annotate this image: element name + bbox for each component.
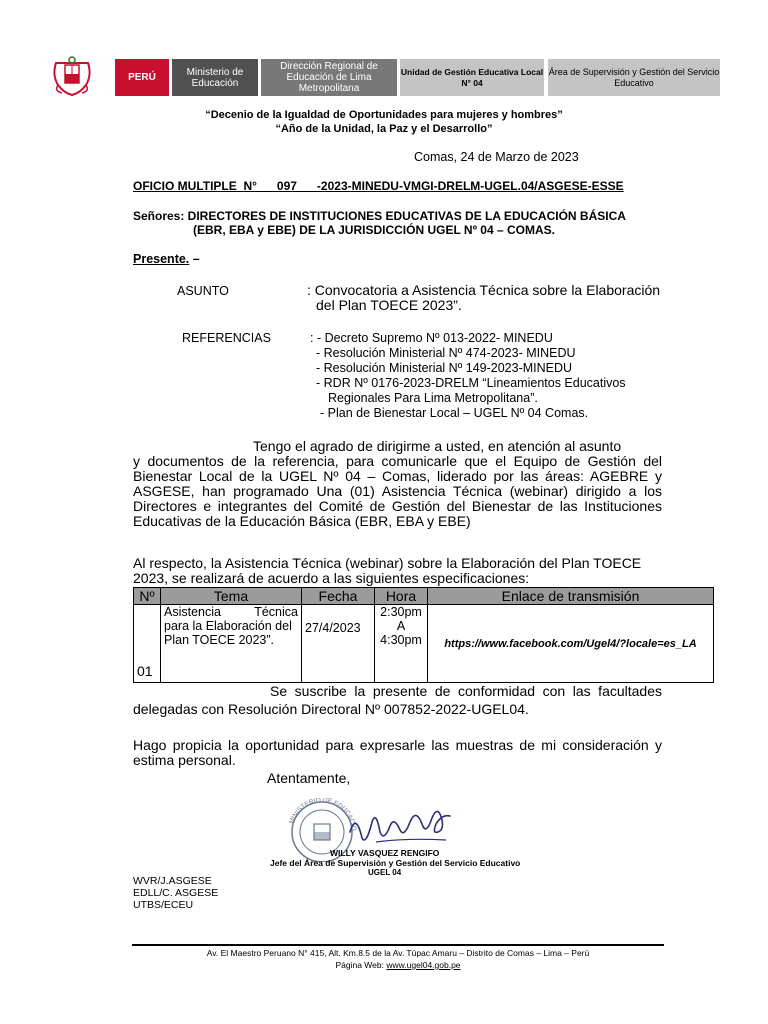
cell-number: 01 [134, 605, 161, 683]
peru-label: PERÚ [115, 59, 169, 96]
paragraph-closing [133, 738, 662, 768]
cell-tema [161, 605, 302, 683]
closing-atentamente: Atentamente, [267, 770, 351, 786]
asunto-line1: : Convocatoria a Asistencia Técnica sobre la Elaboración [307, 282, 661, 298]
webinar-spec-table [133, 587, 714, 683]
paragraph-specs [133, 556, 641, 586]
paragraph-line: Bienestar Local de la UGEL Nº 04 – Comas, liderado por las áreas: AGEBRE y [133, 468, 662, 484]
referencia-item: - Plan de Bienestar Local – UGEL Nº 04 Comas. [320, 406, 589, 420]
referencia-item: - RDR Nº 0176-2023-DRELM “Lineamientos Educativos [316, 376, 626, 390]
paragraph-line: estima personal. [133, 752, 236, 768]
ugel-label: Unidad de Gestión Educativa Local N° 04 [400, 59, 544, 96]
cell-enlace-link[interactable]: https://www.facebook.com/Ugel4/?locale=es_LA [428, 605, 714, 683]
paragraph-conformity [133, 684, 662, 717]
paragraph-line: y documentos de la referencia, para comunicarle que el Equipo de Gestión del [133, 453, 662, 469]
area-label: Área de Supervisión y Gestión del Servicio Educativo [548, 59, 720, 96]
asunto-label: ASUNTO [177, 284, 229, 298]
asunto-line2: del Plan TOECE 2023”. [316, 297, 462, 313]
paragraph-line: ASGESE, han programado Una (01) Asistencia Técnica (webinar) dirigido a los [133, 483, 662, 499]
paragraph-line: Al respecto, la Asistencia Técnica (webinar) sobre la Elaboración del Plan TOECE [133, 555, 642, 571]
column-header: Nº [134, 588, 161, 605]
oficio-number: OFICIO MULTIPLE N° 097 -2023-MINEDU-VMGI-DRELM-UGEL.04/ASGESE-ESSE [133, 179, 624, 193]
column-header: Tema [161, 588, 302, 605]
referencia-item: - Resolución Ministerial Nº 149-2023-MINEDU [316, 361, 573, 375]
footer-web [132, 960, 664, 970]
hora-line: A [396, 619, 406, 633]
referencia-item: Regionales Para Lima Metropolitana”. [328, 391, 538, 405]
referencias-label: REFERENCIAS [182, 331, 271, 345]
initials-line: WVR/J.ASGESE [133, 875, 212, 887]
footer-divider [132, 944, 664, 946]
paragraph-line: Tengo el agrado de dirigirme a usted, en atención al asunto [253, 438, 622, 454]
paragraph-line: Hago propicia la oportunidad para expresarle las muestras de mi consideración y [133, 737, 662, 753]
footer-web-link[interactable]: www.ugel04.gob.pe [386, 960, 461, 970]
initials-line: UTBS/ECEU [133, 899, 194, 911]
paragraph-line: delegadas con Resolución Directoral Nº 007852-2022-UGEL04. [133, 701, 529, 717]
recipients-line1: Señores: DIRECTORES DE INSTITUCIONES EDUCATIVAS DE LA EDUCACIÓN BÁSICA [133, 209, 626, 223]
date-line: Comas, 24 de Marzo de 2023 [414, 150, 579, 164]
referencia-item: : - Decreto Supremo Nº 013-2022- MINEDU [310, 331, 553, 345]
paragraph-intro [133, 439, 662, 529]
column-header: Fecha [302, 588, 375, 605]
signer-title: Jefe del Área de Supervisión y Gestión del Servicio Educativo [270, 858, 521, 868]
seal-text: MINISTERIO DE EDUCACIÓ [288, 798, 358, 832]
cell-hora [375, 605, 428, 683]
table-header-row [134, 588, 714, 605]
presente-label: Presente. [133, 252, 190, 266]
signer-unit: UGEL 04 [368, 868, 402, 877]
tema-line: Asistencia Técnica [164, 605, 298, 619]
paragraph-line: Se suscribe la presente de conformidad con las facultades [270, 683, 662, 699]
ministry-label: Ministerio de Educación [172, 59, 258, 96]
referencia-item: - Resolución Ministerial Nº 474-2023- MINEDU [316, 346, 576, 360]
paragraph-line: 2023, se realizará de acuerdo a las siguientes especificaciones: [133, 570, 530, 586]
slogan-decade: “Decenio de la Igualdad de Oportunidades para mujeres y hombres” [205, 109, 563, 121]
handwritten-signature-icon [346, 802, 456, 850]
initials-line: EDLL/C. ASGESE [133, 887, 219, 899]
tema-line: Plan TOECE 2023”. [164, 633, 275, 647]
presente [133, 252, 200, 266]
recipients-line2: (EBR, EBA y EBE) DE LA JURISDICCIÓN UGEL Nº 04 – COMAS. [193, 223, 555, 237]
regional-direction-label: Dirección Regional de Educación de Lima Metropolitana [261, 59, 397, 96]
paragraph-line: Directores e integrantes del Comité de Gestión del Bienestar de las Instituciones [133, 498, 662, 514]
table-row [134, 605, 714, 683]
column-header: Enlace de transmisión [428, 588, 714, 605]
column-header: Hora [375, 588, 428, 605]
slogan-year: “Año de la Unidad, la Paz y el Desarrollo” [275, 123, 493, 135]
cell-fecha: 27/4/2023 [302, 605, 375, 683]
tema-line: para la Elaboración del [164, 619, 292, 633]
hora-line: 2:30pm [380, 605, 422, 619]
footer-web-label: Página Web: [335, 960, 384, 970]
paragraph-line: Educativas de la Educación Básica (EBR, EBA y EBE) [133, 513, 471, 529]
reference-initials [133, 875, 218, 911]
signer-name: WILLY VASQUEZ RENGIFO [330, 848, 440, 858]
footer-address: Av. El Maestro Peruano N° 415, Alt. Km.8.5 de la Av. Túpac Amaru – Distrito de Comas – Lima – Perú [206, 948, 590, 958]
referencias-list [310, 331, 626, 421]
peru-coat-of-arms-icon [48, 55, 96, 97]
hora-line: 4:30pm [380, 633, 422, 647]
presente-dash: – [189, 252, 200, 266]
